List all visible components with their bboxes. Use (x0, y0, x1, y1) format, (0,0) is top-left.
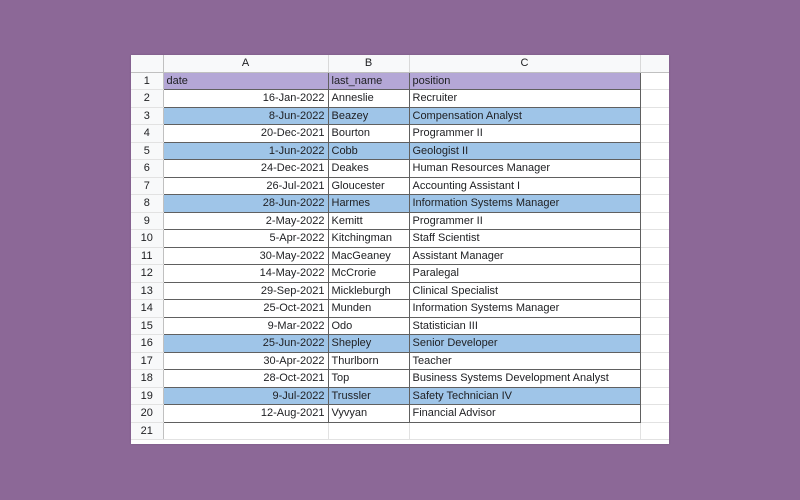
cell-last-name[interactable]: Gloucester (328, 177, 409, 195)
cell-date[interactable]: 1-Jun-2022 (163, 142, 328, 160)
row-number[interactable]: 14 (131, 300, 163, 318)
cell-empty[interactable] (640, 300, 669, 318)
cell-empty[interactable] (640, 195, 669, 213)
cell-empty[interactable] (409, 422, 640, 440)
cell-date[interactable]: 30-Apr-2022 (163, 352, 328, 370)
cell-last-name[interactable]: Deakes (328, 160, 409, 178)
column-header-b[interactable]: B (328, 55, 409, 72)
table-row (131, 160, 669, 178)
table-row (131, 282, 669, 300)
cell-date[interactable]: 20-Dec-2021 (163, 125, 328, 143)
cell-last-name[interactable]: Vyvyan (328, 405, 409, 423)
cell-position[interactable]: Paralegal (409, 265, 640, 283)
cell-header-position[interactable]: position (409, 72, 640, 90)
table-row (131, 177, 669, 195)
row-number[interactable]: 2 (131, 90, 163, 108)
row-number[interactable]: 12 (131, 265, 163, 283)
row-number[interactable]: 21 (131, 422, 163, 440)
cell-position[interactable]: Business Systems Development Analyst (409, 370, 640, 388)
row-number[interactable]: 11 (131, 247, 163, 265)
cell-position[interactable]: Programmer II (409, 212, 640, 230)
row-number[interactable]: 6 (131, 160, 163, 178)
cell-position[interactable]: Financial Advisor (409, 405, 640, 423)
cell-position[interactable]: Senior Developer (409, 335, 640, 353)
cell-last-name[interactable]: Anneslie (328, 90, 409, 108)
table-row (131, 90, 669, 108)
row-number[interactable]: 5 (131, 142, 163, 160)
cell-last-name[interactable]: Kemitt (328, 212, 409, 230)
cell-empty[interactable] (640, 160, 669, 178)
cell-last-name[interactable]: MacGeaney (328, 247, 409, 265)
cell-date[interactable]: 29-Sep-2021 (163, 282, 328, 300)
cell-date[interactable]: 28-Jun-2022 (163, 195, 328, 213)
cell-last-name[interactable]: Top (328, 370, 409, 388)
cell-empty[interactable] (640, 107, 669, 125)
cell-empty[interactable] (640, 90, 669, 108)
cell-empty[interactable] (640, 317, 669, 335)
row-number[interactable]: 10 (131, 230, 163, 248)
table-row (131, 317, 669, 335)
cell-empty[interactable] (640, 387, 669, 405)
cell-position[interactable]: Geologist II (409, 142, 640, 160)
table-row (131, 370, 669, 388)
cell-header-date[interactable]: date (163, 72, 328, 90)
cell-empty[interactable] (640, 212, 669, 230)
cell-date[interactable]: 2-May-2022 (163, 212, 328, 230)
cell-last-name[interactable]: Kitchingman (328, 230, 409, 248)
cell-date[interactable]: 5-Apr-2022 (163, 230, 328, 248)
row-number[interactable]: 15 (131, 317, 163, 335)
cell-date[interactable]: 24-Dec-2021 (163, 160, 328, 178)
cell-position[interactable]: Clinical Specialist (409, 282, 640, 300)
table-row (131, 72, 669, 90)
cell-last-name[interactable]: Shepley (328, 335, 409, 353)
cell-empty[interactable] (640, 405, 669, 423)
cell-position[interactable]: Programmer II (409, 125, 640, 143)
cell-position[interactable]: Safety Technician IV (409, 387, 640, 405)
cell-date[interactable]: 12-Aug-2021 (163, 405, 328, 423)
select-all-corner[interactable] (131, 55, 163, 72)
column-header-row (131, 55, 669, 72)
table-row (131, 352, 669, 370)
cell-header-last-name[interactable]: last_name (328, 72, 409, 90)
cell-date[interactable]: 8-Jun-2022 (163, 107, 328, 125)
cell-position[interactable]: Recruiter (409, 90, 640, 108)
cell-empty[interactable] (163, 422, 328, 440)
cell-empty[interactable] (640, 352, 669, 370)
table-row (131, 195, 669, 213)
cell-date[interactable]: 28-Oct-2021 (163, 370, 328, 388)
cell-empty[interactable] (640, 230, 669, 248)
cell-position[interactable]: Human Resources Manager (409, 160, 640, 178)
cell-empty[interactable] (640, 265, 669, 283)
cell-position[interactable]: Information Systems Manager (409, 300, 640, 318)
cell-position[interactable]: Information Systems Manager (409, 195, 640, 213)
cell-last-name[interactable]: Thurlborn (328, 352, 409, 370)
cell-empty[interactable] (328, 422, 409, 440)
cell-date[interactable]: 25-Oct-2021 (163, 300, 328, 318)
row-number[interactable]: 19 (131, 387, 163, 405)
cell-position[interactable]: Staff Scientist (409, 230, 640, 248)
cell-position[interactable]: Assistant Manager (409, 247, 640, 265)
row-number[interactable]: 7 (131, 177, 163, 195)
table-row (131, 212, 669, 230)
cell-last-name[interactable]: Beazey (328, 107, 409, 125)
cell-last-name[interactable]: Odo (328, 317, 409, 335)
row-number[interactable]: 4 (131, 125, 163, 143)
cell-empty[interactable] (640, 422, 669, 440)
spreadsheet-grid (131, 55, 669, 444)
cell-empty[interactable] (640, 177, 669, 195)
cell-date[interactable]: 14-May-2022 (163, 265, 328, 283)
table-row (131, 107, 669, 125)
cell-last-name[interactable]: Cobb (328, 142, 409, 160)
table-row (131, 405, 669, 423)
cell-date[interactable]: 16-Jan-2022 (163, 90, 328, 108)
cell-empty[interactable] (640, 247, 669, 265)
cell-last-name[interactable]: Trussler (328, 387, 409, 405)
cell-last-name[interactable]: McCrorie (328, 265, 409, 283)
row-number[interactable]: 20 (131, 405, 163, 423)
row-number[interactable]: 8 (131, 195, 163, 213)
cell-last-name[interactable]: Munden (328, 300, 409, 318)
table-row (131, 335, 669, 353)
row-number[interactable]: 9 (131, 212, 163, 230)
column-header-c[interactable]: C (409, 55, 640, 72)
table-row (131, 125, 669, 143)
cell-date[interactable]: 26-Jul-2021 (163, 177, 328, 195)
table-row (131, 387, 669, 405)
table-row (131, 230, 669, 248)
table-row (131, 422, 669, 440)
cell-position[interactable]: Accounting Assistant I (409, 177, 640, 195)
cell-empty[interactable] (640, 370, 669, 388)
cell-last-name[interactable]: Bourton (328, 125, 409, 143)
cell-date[interactable]: 9-Mar-2022 (163, 317, 328, 335)
cell-empty[interactable] (640, 142, 669, 160)
grid-table (131, 55, 669, 440)
row-number[interactable]: 3 (131, 107, 163, 125)
cell-position[interactable]: Statistician III (409, 317, 640, 335)
column-header-a[interactable]: A (163, 55, 328, 72)
row-number[interactable]: 16 (131, 335, 163, 353)
cell-date[interactable]: 9-Jul-2022 (163, 387, 328, 405)
cell-empty[interactable] (640, 125, 669, 143)
table-row (131, 247, 669, 265)
row-number[interactable]: 17 (131, 352, 163, 370)
cell-position[interactable]: Teacher (409, 352, 640, 370)
cell-empty[interactable] (640, 335, 669, 353)
cell-position[interactable]: Compensation Analyst (409, 107, 640, 125)
table-row (131, 265, 669, 283)
row-number[interactable]: 13 (131, 282, 163, 300)
cell-last-name[interactable]: Mickleburgh (328, 282, 409, 300)
row-number[interactable]: 18 (131, 370, 163, 388)
cell-empty[interactable] (640, 72, 669, 90)
table-row (131, 300, 669, 318)
cell-date[interactable]: 30-May-2022 (163, 247, 328, 265)
cell-empty[interactable] (640, 282, 669, 300)
grid-body (131, 72, 669, 440)
row-number[interactable]: 1 (131, 72, 163, 90)
cell-date[interactable]: 25-Jun-2022 (163, 335, 328, 353)
column-header-d[interactable] (640, 55, 669, 72)
cell-last-name[interactable]: Harmes (328, 195, 409, 213)
table-row (131, 142, 669, 160)
